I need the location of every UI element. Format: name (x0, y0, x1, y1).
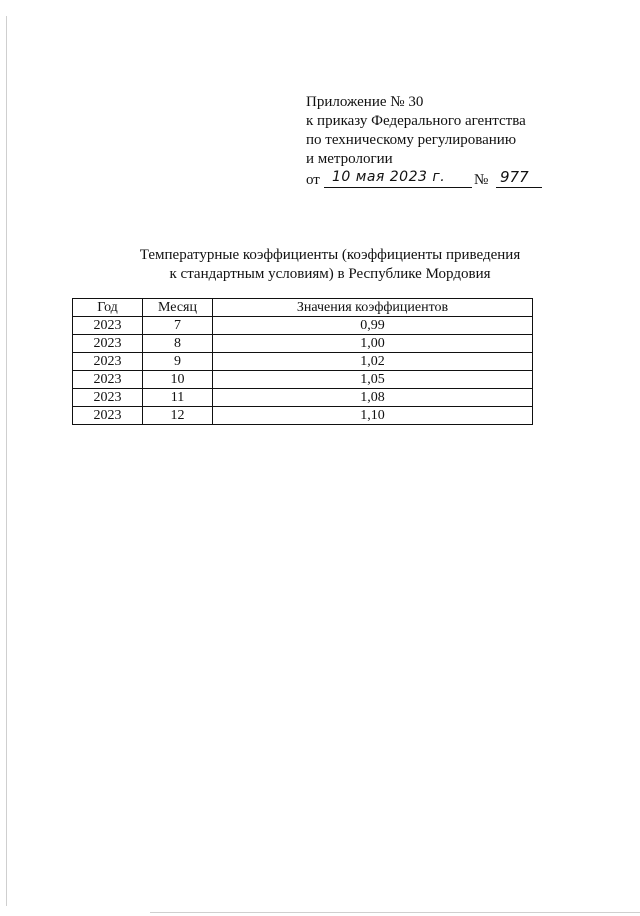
cell-month: 10 (143, 371, 213, 389)
order-line: к приказу Федерального агентства (306, 113, 526, 129)
from-label: от (306, 172, 320, 188)
number-label: № (474, 172, 489, 188)
cell-coefficient: 1,02 (213, 353, 533, 371)
cell-year: 2023 (73, 335, 143, 353)
cell-coefficient: 1,00 (213, 335, 533, 353)
cell-year: 2023 (73, 371, 143, 389)
header-year: Год (73, 299, 143, 317)
cell-month: 12 (143, 407, 213, 425)
cell-year: 2023 (73, 389, 143, 407)
table-row (73, 407, 533, 425)
table-row (73, 371, 533, 389)
approval-block (306, 93, 529, 193)
cell-year: 2023 (73, 407, 143, 425)
header-coefficient: Значения коэффициентов (213, 299, 533, 317)
handwritten-order-number: 977 (496, 168, 542, 188)
cell-coefficient: 1,08 (213, 389, 533, 407)
order-date-number-row (306, 168, 529, 193)
table-row (73, 389, 533, 407)
coefficients-table (72, 298, 533, 425)
handwritten-date: 10 мая 2023 г. (324, 168, 472, 188)
title-line-2: к стандартным условиям) в Республике Мордовия (169, 266, 491, 282)
cell-coefficient: 1,10 (213, 407, 533, 425)
table-row (73, 335, 533, 353)
header-month: Месяц (143, 299, 213, 317)
table-row (73, 353, 533, 371)
metrology-line: и метрологии (306, 151, 393, 167)
table-header-row (73, 299, 533, 317)
cell-month: 11 (143, 389, 213, 407)
document-title (60, 246, 600, 284)
cell-coefficient: 0,99 (213, 317, 533, 335)
appendix-number: Приложение № 30 (306, 94, 424, 110)
agency-line: по техническому регулированию (306, 132, 517, 148)
cell-coefficient: 1,05 (213, 371, 533, 389)
table-row (73, 317, 533, 335)
cell-month: 7 (143, 317, 213, 335)
cell-month: 9 (143, 353, 213, 371)
title-line-1: Температурные коэффициенты (коэффициенты приведения (139, 247, 521, 263)
scan-bottom-line (150, 912, 640, 913)
cell-year: 2023 (73, 353, 143, 371)
scan-edge-line (6, 16, 7, 906)
cell-year: 2023 (73, 317, 143, 335)
cell-month: 8 (143, 335, 213, 353)
